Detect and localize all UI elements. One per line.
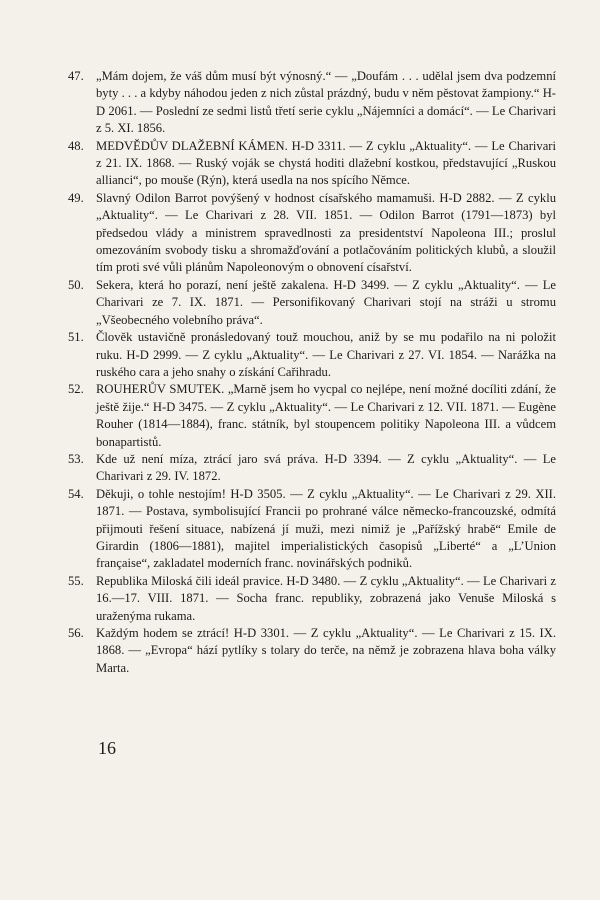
page-number: 16: [98, 738, 116, 758]
entry-text: Člověk ustavičně pronásledovaný touž mouchou, aniž by se mu podařilo na ni položit ruku. H-D 2999. — Z cyklu „Aktuality“. — Le Charivari z 27. VI. 1854. — Narážka na ruského cara a jeho snahy o získání Cařihradu.: [96, 330, 556, 379]
entry-text: Kde už není míza, ztrácí jaro svá práva. H-D 3394. — Z cyklu „Aktuality“. — Le Charivari z 29. IV. 1872.: [96, 451, 556, 484]
entry-number: 53.: [68, 451, 84, 466]
entry-text: Děkuji, o tohle nestojím! H-D 3505. — Z cyklu „Aktuality“. — Le Charivari z 29. XII. 1871. — Postava, symbolisující Francii po prohrané válce německo-francouzské, odmítá přijmouti řešení situace, nabízená jí muži, mezi nimiž je „Pařížský hrabě“ Emile de Girardin (1806—1881), majitel imperialistických časopisů „Liberté“ a „L’Union française“, zakladatel moderních franc. novinářských podniků.: [96, 486, 556, 571]
entry-text: Sekera, která ho porazí, není ještě zakalena. H-D 3499. — Z cyklu „Aktuality“. — Le Charivari ze 7. IX. 1871. — Personifikovaný Charivari stojí na stráži u stromu „Všeobecného volebního práva“.: [96, 277, 556, 327]
catalogue-entry: [68, 573, 556, 625]
catalogue-entry: [68, 190, 556, 277]
entry-number: 56.: [68, 626, 84, 640]
entry-number: 55.: [68, 573, 84, 588]
entry-text: Slavný Odilon Barrot povýšený v hodnost císařského mamamuši. H-D 2882. — Z cyklu „Aktuality“. — Le Charivari z 28. VII. 1851. — Odilon Barrot (1791—1873) byl předsedou vlády a ministrem spravedlnosti za presidentství Napoleona III.; proslul omezováním svobody tisku a shromažďování a potlačováním politických klubů, a sloužil tím proti své vůli plánům Napoleonovým o obnovení císařství.: [96, 190, 556, 275]
catalogue-entry: [68, 625, 556, 677]
entry-number: 48.: [68, 138, 84, 153]
entry-text: „Mám dojem, že váš dům musí být výnosný.“ — „Doufám . . . udělal jsem dva podzemní byty . . . a kdyby náhodou jeden z nich zůstal prázdný, budu v něm pěstovat žampiony.“ H-D 2061. — Poslední ze sedmi listů třetí serie cyklu „Nájemníci a domácí“. — Le Charivari z 5. XI. 1856.: [96, 69, 556, 136]
catalogue-entry: [68, 138, 556, 190]
entry-text: ROUHERŮV SMUTEK. „Marně jsem ho vycpal co nejlépe, není možné docíliti zdání, že ještě žije.“ H-D 3475. — Z cyklu „Aktuality“. — Le Charivari z 12. VII. 1871. — Eugène Rouher (1814—1884), franc. státník, byl stoupencem politiky Napoleona III. a vůdcem bonapartistů.: [96, 382, 556, 449]
entry-number: 54.: [68, 486, 84, 501]
entry-text: MEDVĚDŮV DLAŽEBNÍ KÁMEN. H-D 3311. — Z cyklu „Aktuality“. — Le Charivari z 21. IX. 1868. — Ruský voják se chystá hoditi dlažební kostkou, představující „Ruskou allianci“, po mouše (Rýn), která usedla na nos spícího Němce.: [96, 138, 556, 188]
catalogue-entry: [68, 277, 556, 329]
catalogue-entry: [68, 451, 556, 486]
catalogue-entry: [68, 329, 556, 381]
entry-number: 52.: [68, 382, 84, 397]
entry-text: Republika Miloská čili ideál pravice. H-D 3480. — Z cyklu „Aktuality“. — Le Charivari z 16.—17. VIII. 1871. — Socha franc. republiky, zobrazená jako Venuše Miloská s uraženýma rukama.: [96, 573, 556, 623]
entry-text: Každým hodem se ztrácí! H-D 3301. — Z cyklu „Aktuality“. — Le Charivari z 15. IX. 1868. — „Evropa“ hází pytlíky s tolary do terče, na němž je zobrazena hlava boha války Marta.: [96, 626, 556, 675]
entry-number: 47.: [68, 69, 84, 83]
catalogue-entry: [68, 381, 556, 451]
entry-number: 51.: [68, 330, 84, 345]
catalogue-entry: [68, 68, 556, 138]
catalogue-entries: [68, 68, 556, 677]
entry-number: 50.: [68, 277, 84, 292]
entry-number: 49.: [68, 190, 84, 205]
catalogue-entry: [68, 486, 556, 573]
